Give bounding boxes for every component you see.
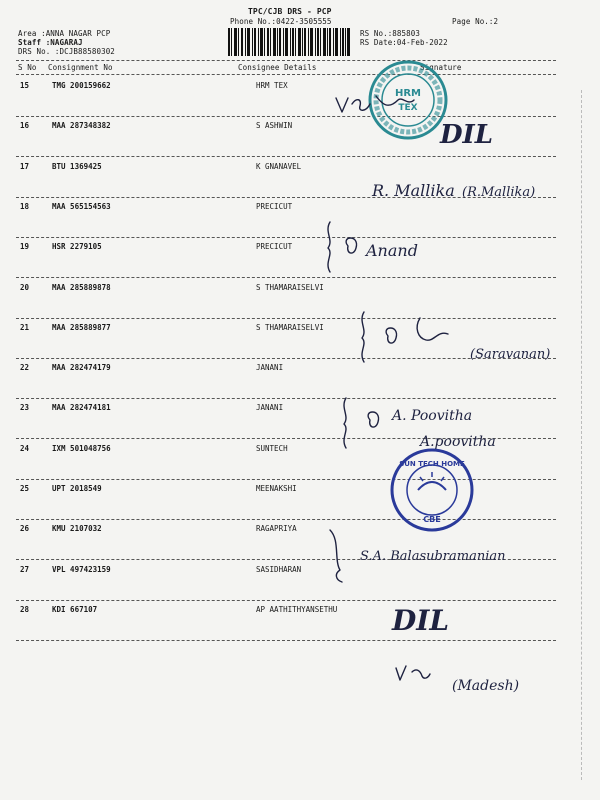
row-consignee: SASIDHARAN (256, 565, 302, 574)
table-row (0, 363, 600, 403)
row-consignee: RAGAPRIYA (256, 524, 297, 533)
row-divider (16, 116, 556, 117)
stamp-hrm-text: HRM (394, 88, 422, 99)
barcode-image (228, 28, 350, 56)
row-divider (16, 640, 556, 641)
row-divider (16, 197, 556, 198)
row-consignee: AP AATHITHYANSETHU (256, 605, 338, 614)
table-row (0, 202, 600, 242)
table-row (0, 323, 600, 363)
row-sno: 20 (20, 283, 30, 292)
table-row (0, 162, 600, 202)
table-row (0, 283, 600, 323)
table-row (0, 121, 600, 161)
col-consignee: Consignee Details (238, 63, 317, 72)
row-sno: 18 (20, 202, 30, 211)
hrm-tex-stamp (366, 58, 450, 142)
row-divider (16, 358, 556, 359)
header-rule-bottom (16, 74, 556, 75)
col-consignment: Consignment No (48, 63, 113, 72)
row-divider (16, 237, 556, 238)
row-consignment-no: MAA 565154563 (52, 202, 111, 211)
row-consignment-no: IXM 501048756 (52, 444, 111, 453)
row-sno: 16 (20, 121, 30, 130)
row-consignment-no: MAA 285889877 (52, 323, 111, 332)
table-row (0, 444, 600, 484)
row-consignment-no: KMU 2107032 (52, 524, 102, 533)
stamp-tex-text: TEX (398, 103, 418, 113)
row-consignee: S THAMARAISELVI (256, 283, 324, 292)
row-sno: 15 (20, 81, 30, 90)
row-sno: 17 (20, 162, 30, 171)
header-rule-top (16, 60, 556, 61)
row-sno: 26 (20, 524, 30, 533)
row-consignment-no: MAA 282474179 (52, 363, 111, 372)
signature-sa-balasubramanian: S.A. Balasubramanian (360, 549, 506, 564)
row-consignee: PRECICUT (256, 202, 293, 211)
signature-anand: Anand (366, 241, 418, 260)
row-consignment-no: MAA 285889878 (52, 283, 111, 292)
signature-madesh-paren: (Madesh) (452, 678, 520, 694)
row-divider (16, 318, 556, 319)
table-row (0, 403, 600, 443)
signature-a-poovitha: A. Poovitha (392, 408, 473, 424)
dil-mark-2: DIL (392, 604, 450, 637)
row-sno: 21 (20, 323, 30, 332)
row-sno: 22 (20, 363, 30, 372)
table-row (0, 242, 600, 282)
row-consignee: S THAMARAISELVI (256, 323, 324, 332)
row-sno: 23 (20, 403, 30, 412)
row-divider (16, 600, 556, 601)
table-row (0, 605, 600, 645)
row-consignee: PRECICUT (256, 242, 293, 251)
row-consignee: JANANI (256, 403, 284, 412)
row-sno: 25 (20, 484, 30, 493)
row-consignee: S ASHWIN (256, 121, 293, 130)
route-title: TPC/CJB DRS - PCP (248, 7, 332, 16)
row-sno: 27 (20, 565, 30, 574)
row-divider (16, 277, 556, 278)
row-divider (16, 398, 556, 399)
row-divider (16, 438, 556, 439)
table-row (0, 484, 600, 524)
row-sno: 24 (20, 444, 30, 453)
signature-r-mallika-paren: (R.Mallika) (462, 185, 536, 200)
row-sno: 19 (20, 242, 30, 251)
col-signature: Signature (420, 63, 462, 72)
page-number: Page No.:2 (452, 17, 499, 26)
row-consignment-no: MAA 287348382 (52, 121, 111, 130)
row-consignment-no: KDI 667107 (52, 605, 98, 614)
row-consignment-no: MAA 282474181 (52, 403, 111, 412)
row-consignee: K GNANAVEL (256, 162, 302, 171)
row-consignment-no: UPT 2018549 (52, 484, 102, 493)
row-consignment-no: TMG 200159662 (52, 81, 111, 90)
row-sno: 28 (20, 605, 30, 614)
signature-r-mallika: R. Mallika (372, 181, 455, 200)
col-sno: S No (18, 63, 37, 72)
area-label: Area :ANNA NAGAR PCP (18, 29, 111, 38)
staff-label: Staff :NAGARAJ (18, 38, 83, 47)
sun-tech-home-stamp (388, 446, 476, 534)
table-row (0, 81, 600, 121)
row-consignee: HRM TEX (256, 81, 288, 90)
signature-row28 (396, 666, 430, 680)
row-consignment-no: VPL 497423159 (52, 565, 111, 574)
signature-poovitha: A.poovitha (420, 434, 496, 450)
stamp-cbe-text: CBE (423, 515, 441, 524)
rs-date: RS Date:04-Feb-2022 (360, 38, 448, 47)
signature-saravanan-paren: (Saravanan) (470, 347, 551, 362)
row-divider (16, 559, 556, 560)
row-consignee: MEENAKSHI (256, 484, 297, 493)
row-consignee: SUNTECH (256, 444, 288, 453)
row-consignment-no: HSR 2279105 (52, 242, 102, 251)
drs-number: DRS No. :DCJB88580302 (18, 47, 115, 56)
table-row (0, 524, 600, 564)
stamp-suntech-text: SUN TECH HOME (399, 460, 465, 468)
table-row (0, 565, 600, 605)
row-consignee: JANANI (256, 363, 284, 372)
phone-number: Phone No.:0422-3505555 (230, 17, 332, 26)
dil-mark-1: DIL (440, 120, 493, 150)
rs-number: RS No.:885803 (360, 29, 420, 38)
row-consignment-no: BTU 1369425 (52, 162, 102, 171)
row-divider (16, 156, 556, 157)
